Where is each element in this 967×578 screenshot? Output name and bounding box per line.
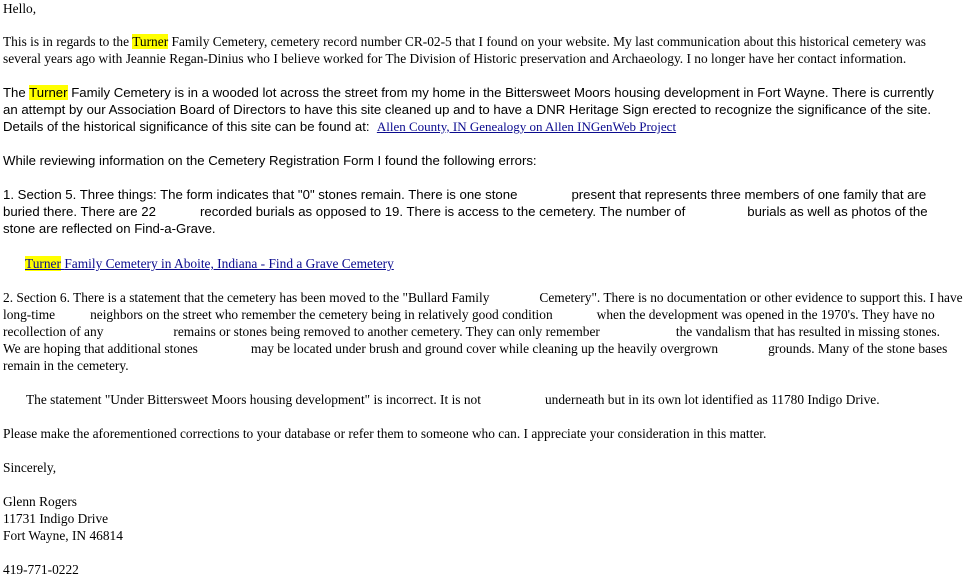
signature-street: 11731 Indigo Drive [3,511,109,526]
signature-city: Fort Wayne, IN 46814 [3,528,123,543]
paragraph-line: 2. Section 6. There is a statement that the cemetery has been moved to the "Bullard Family Cemetery". There is no documentation or other evidence to support this. I have [3,290,963,305]
paragraph-line: We are hoping that additional stones may be located under brush and ground cover while cleaning up the heavily overgrown grounds. Many of the stone bases [3,341,948,356]
section-5-item [3,186,928,237]
paragraph-line: This is in regards to the Turner Family Cemetery, cemetery record number CR-02-5 that I found on your website. My last communication about this historical cemetery was [3,34,926,49]
signature-block [3,493,123,544]
paragraph-line: buried there. There are 22 recorded burials as opposed to 19. There is access to the cemetery. The number of burials as well as photos of the [3,204,928,219]
statement-correction: The statement "Under Bittersweet Moors housing development" is incorrect. It is not underneath but in its own lot identified as 11780 Indigo Drive. [26,392,880,407]
signature-phone: 419-771-0222 [3,562,79,577]
paragraph-line: long-time neighbors on the street who remember the cemetery being in relatively good condition when the development was opened in the 1970's. They have no [3,307,935,322]
highlighted-term: Turner [25,256,61,271]
paragraph-line: 1. Section 5. Three things: The form indicates that "0" stones remain. There is one stone present that represents three members of one family that are [3,187,927,202]
paragraph-line: several years ago with Jeannie Regan-Dinius who I believe worked for The Division of Historic preservation and Archaeology. I no longer have her contact information. [3,51,907,66]
closing: Sincerely, [3,460,57,475]
paragraph-line: remain in the cemetery. [3,358,129,373]
paragraph-location [3,84,934,135]
findagrave-link[interactable]: Turner Family Cemetery in Aboite, Indiana - Find a Grave Cemetery [25,256,394,271]
highlighted-term: Turner [29,85,68,100]
correction-request: Please make the aforementioned corrections to your database or refer them to someone who can. I appreciate your consideration in this matter. [3,426,767,441]
signature-name: Glenn Rogers [3,494,78,509]
highlighted-term: Turner [132,34,169,49]
genealogy-link[interactable]: Allen County, IN Genealogy on Allen INGenWeb Project [376,119,677,134]
paragraph-line: an attempt by our Association Board of Directors to have this site cleaned up and to have a DNR Heritage Sign erected to recognize the significance of the site. [3,102,932,117]
paragraph-line: The Turner Family Cemetery is in a wooded lot across the street from my home in the Bittersweet Moors housing development in Fort Wayne. There is currently [3,85,934,100]
paragraph-intro [3,33,926,67]
findagrave-link-line [25,255,394,272]
greeting [3,0,36,17]
paragraph-line: Details of the historical significance of this site can be found at: Allen County, IN Genealogy on Allen INGenWeb Project [3,119,677,134]
greeting-text: Hello, [3,1,37,16]
section-6-item [3,289,963,374]
paragraph-errors-intro: While reviewing information on the Cemetery Registration Form I found the following errors: [3,153,537,168]
paragraph-line: stone are reflected on Find-a-Grave. [3,221,216,236]
paragraph-line: recollection of any remains or stones being removed to another cemetery. They can only remember the vandalism that has resulted in missing stones. [3,324,940,339]
